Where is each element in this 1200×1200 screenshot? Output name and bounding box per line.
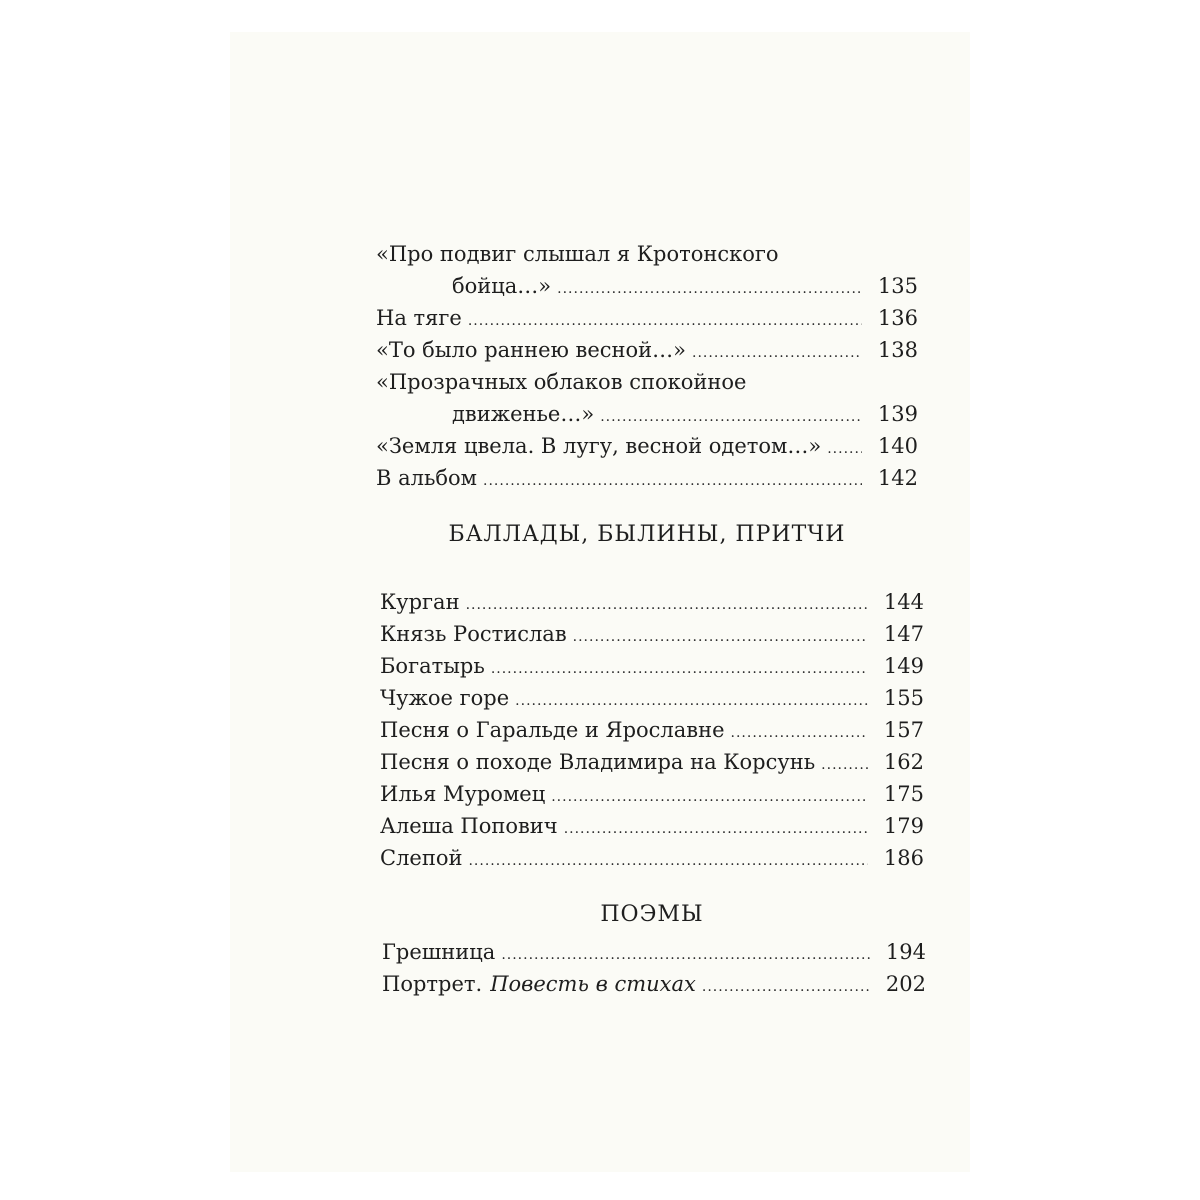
toc-page-number: 142 xyxy=(877,466,918,490)
toc-entry-subtitle: Повесть в стихах xyxy=(490,972,696,996)
toc-entry-title: Богатырь xyxy=(380,654,485,678)
dot-leader xyxy=(557,273,862,305)
toc-entry-title: На тяге xyxy=(376,306,462,330)
toc-entry-title: Портрет. xyxy=(382,972,483,996)
toc-page-number: 140 xyxy=(877,434,918,458)
book-page xyxy=(230,32,970,1172)
toc-page-number: 179 xyxy=(883,814,924,838)
toc-entry-title: движенье…» xyxy=(452,402,595,426)
toc-entry-title: В альбом xyxy=(376,466,478,490)
toc-page-number: 139 xyxy=(877,402,918,426)
dot-leader xyxy=(692,337,862,369)
dot-leader xyxy=(491,653,868,685)
toc-entry xyxy=(376,334,918,366)
toc-entry xyxy=(382,968,926,1000)
dot-leader xyxy=(827,433,862,465)
dot-leader xyxy=(731,717,868,749)
dot-leader xyxy=(501,939,870,971)
toc-entry xyxy=(376,302,918,334)
toc-page-number: 136 xyxy=(877,306,918,330)
toc-entry xyxy=(452,398,918,430)
toc-entry xyxy=(376,430,918,462)
toc-page-number: 157 xyxy=(883,718,924,742)
dot-leader xyxy=(515,685,868,717)
toc-entry xyxy=(380,682,924,714)
dot-leader xyxy=(483,465,862,497)
toc-page-number: 194 xyxy=(885,940,926,964)
toc-entry xyxy=(380,810,924,842)
toc-entry xyxy=(380,618,924,650)
toc-page-number: 155 xyxy=(883,686,924,710)
toc-page-number: 147 xyxy=(883,622,924,646)
dot-leader xyxy=(468,845,868,877)
dot-leader xyxy=(821,749,868,781)
toc-entry xyxy=(380,586,924,618)
toc-entry-title: бойца…» xyxy=(452,274,552,298)
toc-entry xyxy=(376,462,918,494)
toc-page-number: 162 xyxy=(883,750,924,774)
dot-leader xyxy=(564,813,868,845)
toc-entry xyxy=(380,650,924,682)
toc-page-number: 186 xyxy=(883,846,924,870)
toc-entry xyxy=(380,714,924,746)
toc-entry-title: Илья Муромец xyxy=(380,782,546,806)
toc-page-number: 175 xyxy=(883,782,924,806)
dot-leader xyxy=(573,621,868,653)
dot-leader xyxy=(468,305,862,337)
toc-page-number: 149 xyxy=(883,654,924,678)
toc-entry-first-line xyxy=(376,366,746,398)
toc-entry-title-line: «Прозрачных облаков спокойное xyxy=(376,370,747,394)
toc-entry-title: Алеша Попович xyxy=(380,814,558,838)
toc-entry-title-line: «Про подвиг слышал я Кротонского xyxy=(376,242,779,266)
toc-entry-title: Песня о походе Владимира на Корсунь xyxy=(380,750,816,774)
toc-entry-title: Чужое горе xyxy=(380,686,510,710)
toc-page-number: 202 xyxy=(885,972,926,996)
toc-entry xyxy=(382,936,926,968)
toc-entry-first-line xyxy=(376,238,779,270)
toc-entry-title: Слепой xyxy=(380,846,463,870)
toc-entry-title: «То было раннею весной…» xyxy=(376,338,687,362)
toc-entry xyxy=(380,778,924,810)
toc-entry-title: «Земля цвела. В лугу, весной одетом…» xyxy=(376,434,822,458)
dot-leader xyxy=(551,781,868,813)
section-heading: БАЛЛАДЫ, БЫЛИНЫ, ПРИТЧИ xyxy=(448,522,846,547)
dot-leader xyxy=(600,401,862,433)
toc-page-number: 138 xyxy=(877,338,918,362)
toc-entry xyxy=(452,270,918,302)
toc-entry-title: Князь Ростислав xyxy=(380,622,567,646)
toc-entry-title: Курган xyxy=(380,590,460,614)
toc-entry-title: Песня о Гаральде и Ярославне xyxy=(380,718,725,742)
dot-leader xyxy=(466,589,868,621)
section-heading: ПОЭМЫ xyxy=(600,902,704,927)
toc-page-number: 135 xyxy=(877,274,918,298)
dot-leader xyxy=(702,971,870,1003)
toc-entry xyxy=(380,842,924,874)
toc-entry-title: Грешница xyxy=(382,940,496,964)
toc-entry xyxy=(380,746,924,778)
toc-page-number: 144 xyxy=(883,590,924,614)
